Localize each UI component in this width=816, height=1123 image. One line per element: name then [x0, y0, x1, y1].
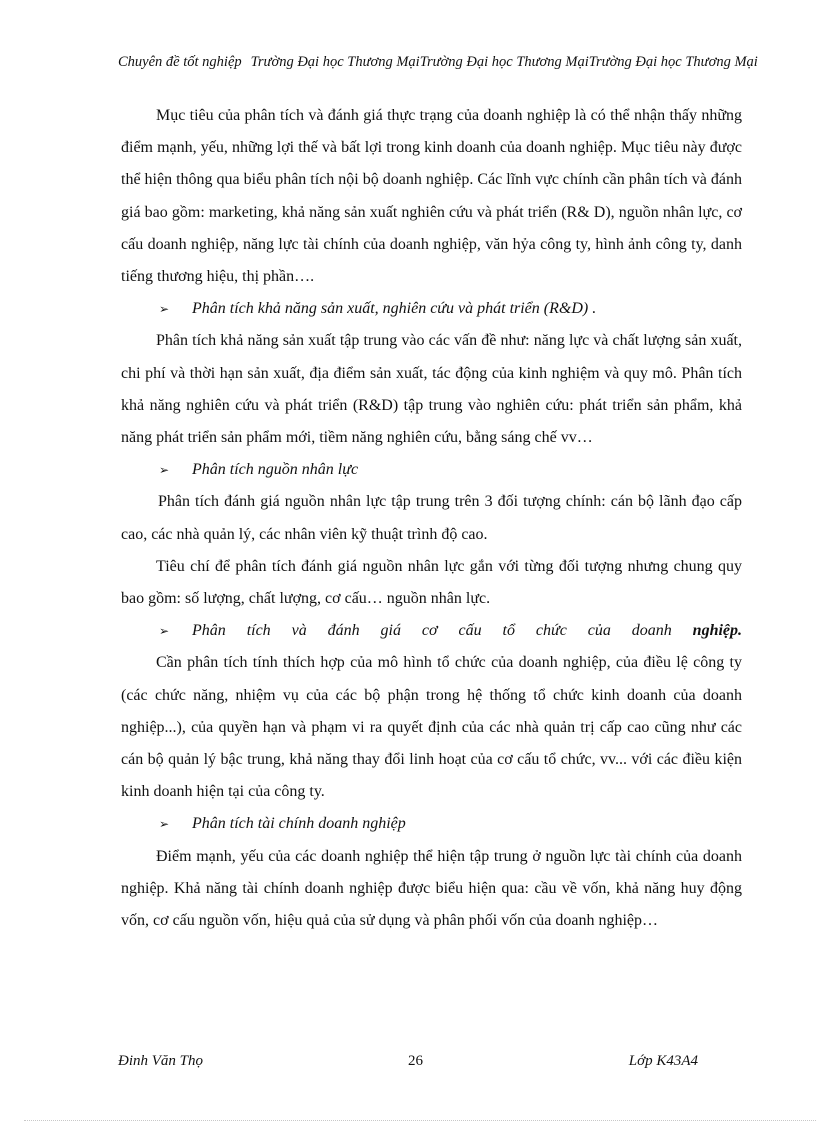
footer-class: Lớp K43A4 — [628, 1053, 698, 1069]
document-body — [121, 100, 742, 937]
footer-author: Đinh Văn Thọ — [118, 1053, 204, 1069]
paragraph-human-resources: Phân tích đánh giá nguồn nhân lực tập trung trên 3 đối tượng chính: cán bộ lãnh đạo cấp cao, các nhà quản lý, các nhân viên kỹ thuật trình độ cao. — [121, 493, 742, 543]
paragraph-hr-criteria: Tiêu chí để phân tích đánh giá nguồn nhân lực gắn với từng đối tượng nhưng chung quy bao gồm: số lượng, chất lượng, cơ cấu… nguồn nhân lực. — [121, 557, 742, 608]
section-heading-human-resources — [121, 454, 742, 486]
paragraph-finance: Điểm mạnh, yếu của các doanh nghiệp thể hiện tập trung ở nguồn lực tài chính của doanh nghiệp. Khả năng tài chính doanh nghiệp được biểu hiện qua: cầu về vốn, khả năng huy động vốn, cơ cấu nguồn vốn, hiệu quả của sử dụng và phân phối vốn của doanh nghiệp… — [121, 847, 742, 930]
arrow-bullet-icon: ➢ — [159, 624, 170, 639]
page-header — [118, 54, 816, 71]
section-heading-text: Phân tích khả năng sản xuất, nghiên cứu và phát triển (R&D) . — [192, 300, 597, 318]
page-footer — [118, 1053, 698, 1073]
paragraph-org-structure: Cần phân tích tính thích hợp của mô hình tổ chức của doanh nghiệp, của điều lệ công ty (các chức năng, nhiệm vụ của các bộ phận trong hệ thống tổ chức kinh doanh của doanh nghiệp...), của quyền hạn và phạm vi ra quyết định của các nhà quản trị cấp cao cũng như các cán bộ quản lý bậc trung, khả năng thay đổi linh hoạt của cơ cấu tổ chức, vv... với các điều kiện kinh doanh hiện tại của công ty. — [121, 654, 742, 801]
section-heading-text: Phân tích nguồn nhân lực — [192, 461, 359, 479]
section-heading-text: Phân tích tài chính doanh nghiệp — [192, 815, 406, 833]
section-heading-main: Phân tích và đánh giá cơ cấu tổ chức của doanh — [192, 622, 672, 640]
arrow-bullet-icon: ➢ — [159, 463, 170, 478]
arrow-bullet-icon: ➢ — [159, 302, 170, 317]
header-school: Trường Đại học Thương MạiTrường Đại học Thương MạiTrường Đại học Thương Mại — [250, 54, 758, 70]
page-number: 26 — [408, 1053, 423, 1069]
header-title: Chuyên đề tốt nghiệp — [118, 54, 242, 70]
section-heading-text — [192, 615, 742, 647]
section-heading-end: nghiệp. — [692, 622, 743, 640]
paragraph-production: Phân tích khả năng sản xuất tập trung vào các vấn đề như: năng lực và chất lượng sản xuất, chi phí và thời hạn sản xuất, địa điểm sản xuất, tác động của kinh nghiệm và quy mô. Phân tích khả năng nghiên cứu và phát triển (R&D) tập trung vào nghiên cứu: phát triển sản phẩm, khả năng phát triển sản phẩm mới, tiềm năng nghiên cứu, bằng sáng chế vv… — [121, 332, 742, 447]
paragraph-objective: Mục tiêu của phân tích và đánh giá thực trạng của doanh nghiệp là có thể nhận thấy những điểm mạnh, yếu, những lợi thế và bất lợi trong kinh doanh của doanh nghiệp. Mục tiêu này được thể hiện thông qua biểu phân tích nội bộ doanh nghiệp. Các lĩnh vực chính cần phân tích và đánh giá bao gồm: marketing, khả năng sản xuất nghiên cứu và phát triển (R& D), nguồn nhân lực, cơ cấu doanh nghiệp, năng lực tài chính của doanh nghiệp, văn hỷa công ty, hình ảnh công ty, danh tiếng thương hiệu, thị phần…. — [121, 107, 742, 286]
page-bottom-divider — [24, 1120, 816, 1121]
section-heading-org-structure — [121, 615, 742, 647]
arrow-bullet-icon: ➢ — [159, 817, 170, 832]
section-heading-finance — [121, 808, 742, 840]
section-heading-production-rd — [121, 293, 742, 325]
